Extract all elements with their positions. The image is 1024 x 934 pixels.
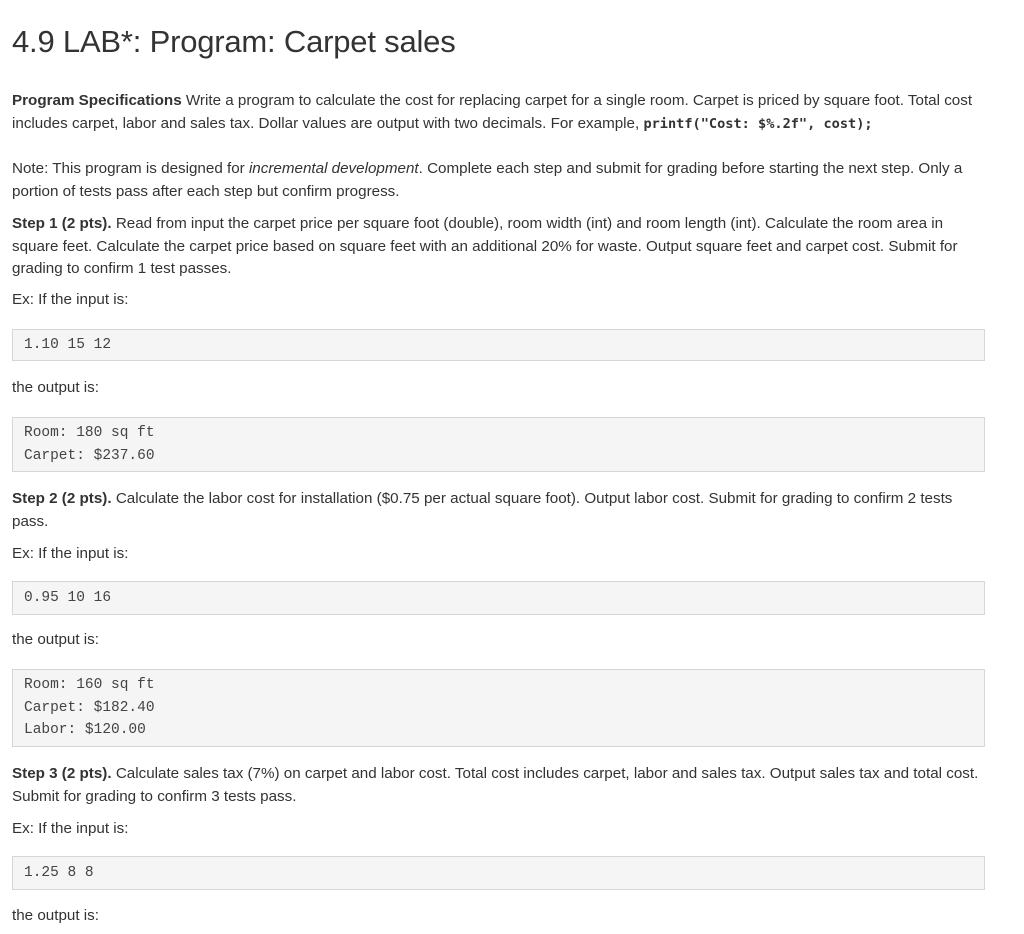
note-emphasis: incremental development <box>248 160 419 177</box>
step-1-input-box <box>12 329 985 361</box>
note-prefix: Note: This program is designed for <box>12 160 249 177</box>
step-3-heading: Step 3 (2 pts). <box>12 765 112 782</box>
step-1-output-box <box>12 417 985 472</box>
step-2-output-label: the output is: <box>12 631 99 648</box>
spec-text: Write a program to calculate the cost for replacing carpet for a single room. Carpet is priced by square foot. Total cost includes carpet, labor and sales tax. Dollar values are output with two decimals. For example, <box>12 92 973 132</box>
step-3-text: Calculate sales tax (7%) on carpet and labor cost. Total cost includes carpet, labor and sales tax. Output sales tax and total cost. Submit for grading to confirm 3 tests pass. <box>12 765 979 805</box>
step-3-description <box>12 763 985 808</box>
step-2-text: Calculate the labor cost for installation ($0.75 per actual square foot). Output labor cost. Submit for grading to confirm 2 tests pass. <box>12 490 953 530</box>
page-title: 4.9 LAB*: Program: Carpet sales <box>12 24 456 59</box>
code-line: Carpet: $237.60 <box>24 447 155 464</box>
step-1-input-label: Ex: If the input is: <box>12 291 129 308</box>
step-1-text: Read from input the carpet price per square foot (double), room width (int) and room length (int). Calculate the room area in square feet. Calculate the carpet price based on square feet with an additional 20% for waste. Output square feet and carpet cost. Submit for grading to confirm 1 test passes. <box>12 215 958 277</box>
code-line: 1.10 15 12 <box>24 337 112 353</box>
step-2-input-box <box>12 581 985 615</box>
step-1-heading: Step 1 (2 pts). <box>12 215 112 232</box>
code-line: 0.95 10 16 <box>24 590 112 606</box>
note-suffix: . Complete each step and submit for grading before starting the next step. Only a portion of tests pass after each step but confirm progress. <box>12 160 963 200</box>
code-line: 1.25 8 8 <box>24 865 94 881</box>
step-1-output-label: the output is: <box>12 379 99 396</box>
spec-code-example: printf("Cost: $%.2f", cost); <box>643 115 873 132</box>
step-1-description <box>12 213 985 281</box>
step-2-description <box>12 488 985 533</box>
step-2-output-box <box>12 669 985 747</box>
step-3-input-box <box>12 856 985 890</box>
program-specifications <box>12 90 985 135</box>
step-3-input-label: Ex: If the input is: <box>12 820 129 837</box>
step-2-heading: Step 2 (2 pts). <box>12 490 112 507</box>
spec-heading: Program Specifications <box>12 92 182 109</box>
code-line: Room: 180 sq ft <box>24 425 155 441</box>
incremental-note <box>12 158 985 203</box>
code-line: Carpet: $182.40 <box>24 699 155 716</box>
code-line: Room: 160 sq ft <box>24 677 155 693</box>
code-line: Labor: $120.00 <box>24 722 146 738</box>
step-2-input-label: Ex: If the input is: <box>12 545 129 562</box>
step-3-output-label: the output is: <box>12 907 99 924</box>
